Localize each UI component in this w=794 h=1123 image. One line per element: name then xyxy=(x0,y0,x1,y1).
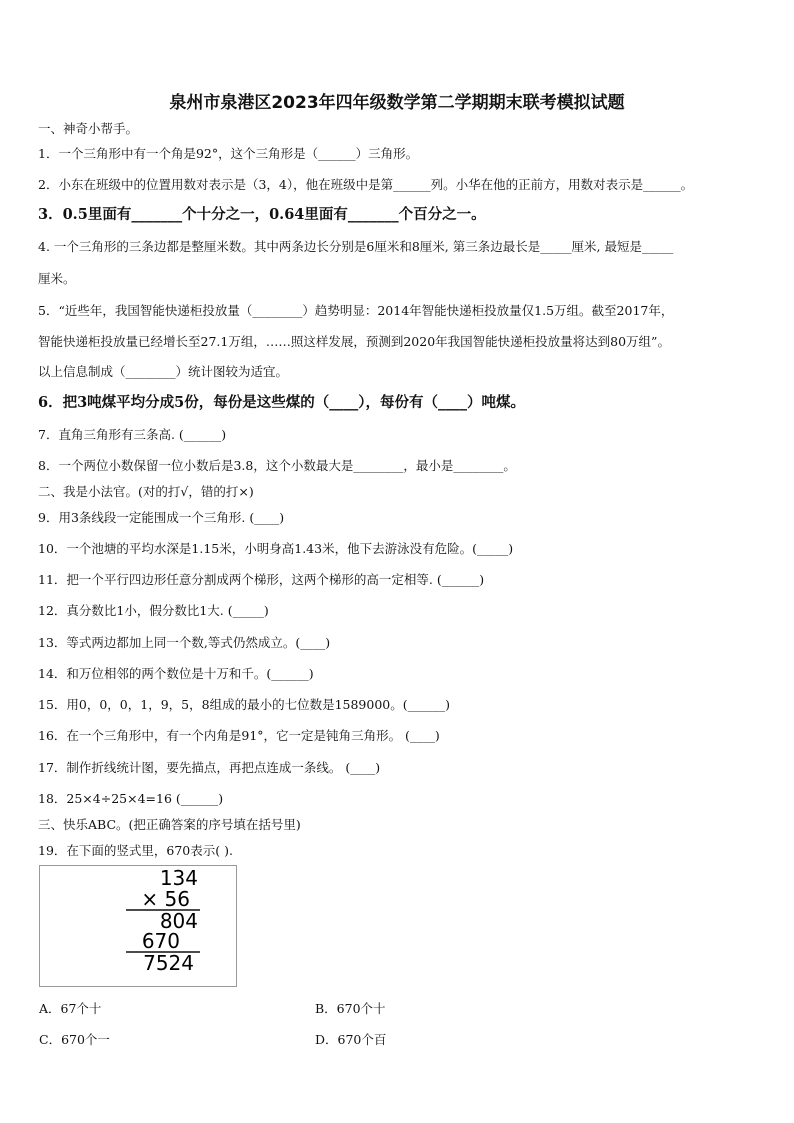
question-5-line-1: 5．“近些年，我国智能快递柜投放量（________）趋势明显：2014年智能快递柜投放量仅1.5万组。截至2017年， xyxy=(38,303,674,318)
question-5-line-2: 智能快递柜投放量已经增长至27.1万组，……照这样发展，预测到2020年我国智能快递柜投放量将达到80万组”。 xyxy=(38,334,670,349)
question-11: 11．把一个平行四边形任意分割成两个梯形，这两个梯形的高一定相等. (______) xyxy=(38,572,485,587)
question-14: 14．和万位相邻的两个数位是十万和千。(______) xyxy=(38,666,314,681)
question-9: 9．用3条线段一定能围成一个三角形. (____) xyxy=(38,510,285,525)
question-13: 13．等式两边都加上同一个数,等式仍然成立。(____) xyxy=(38,635,331,650)
vertical-multiplication-figure xyxy=(39,865,237,987)
calc-row-partial-1: 804 xyxy=(159,909,198,933)
question-4-line-2: 厘米。 xyxy=(38,271,76,286)
question-3: 3．0.5里面有_______个十分之一，0.64里面有_______个百分之一。 xyxy=(38,206,486,223)
section-3-heading: 三、快乐ABC。(把正确答案的序号填在括号里) xyxy=(38,817,301,832)
calc-row-partial-2: 670 xyxy=(141,929,180,953)
question-16: 16．在一个三角形中，有一个内角是91°，它一定是钝角三角形。 (____) xyxy=(38,728,440,743)
question-15: 15．用0，0，0，1，9，5，8组成的最小的七位数是1589000。(______) xyxy=(38,697,451,712)
question-6: 6．把3吨煤平均分成5份，每份是这些煤的（____），每份有（____）吨煤。 xyxy=(38,394,526,411)
calc-row-product: 7524 xyxy=(143,951,194,975)
section-1-heading: 一、神奇小帮手。 xyxy=(38,121,139,136)
option-b: B．670个十 xyxy=(315,1001,386,1016)
question-17: 17．制作折线统计图，要先描点，再把点连成一条线。 (____) xyxy=(38,760,381,775)
question-2: 2．小东在班级中的位置用数对表示是（3，4），他在班级中是第______列。小华在他的正前方，用数对表示是______。 xyxy=(38,177,694,192)
question-5-line-3: 以上信息制成（________）统计图较为适宜。 xyxy=(38,364,289,379)
page-title: 泉州市泉港区2023年四年级数学第二学期期末联考模拟试题 xyxy=(169,93,625,113)
option-c: C．670个一 xyxy=(39,1032,110,1047)
question-19: 19．在下面的竖式里，670表示( ). xyxy=(38,843,233,858)
question-12: 12．真分数比1小，假分数比1大. (_____) xyxy=(38,603,269,618)
option-a: A．67个十 xyxy=(39,1001,102,1016)
question-8: 8．一个两位小数保留一位小数后是3.8，这个小数最大是________，最小是________。 xyxy=(38,458,516,473)
section-2-heading: 二、我是小法官。(对的打√，错的打×) xyxy=(38,484,254,499)
question-7: 7．直角三角形有三条高. (______) xyxy=(38,427,227,442)
question-4-line-1: 4. 一个三角形的三条边都是整厘米数。其中两条边长分别是6厘米和8厘米, 第三条边最长是_____厘米, 最短是_____ xyxy=(38,239,674,254)
question-18: 18．25×4÷25×4=16 (______) xyxy=(38,791,224,806)
multiplication-svg xyxy=(40,866,236,986)
calc-row-multiplicand: 134 xyxy=(159,866,198,890)
question-1: 1．一个三角形中有一个角是92°，这个三角形是（______）三角形。 xyxy=(38,146,419,161)
calc-row-multiplier: × 56 xyxy=(141,887,190,911)
question-10: 10．一个池塘的平均水深是1.15米，小明身高1.43米，他下去游泳没有危险。(_____) xyxy=(38,541,514,556)
option-d: D．670个百 xyxy=(315,1032,387,1047)
